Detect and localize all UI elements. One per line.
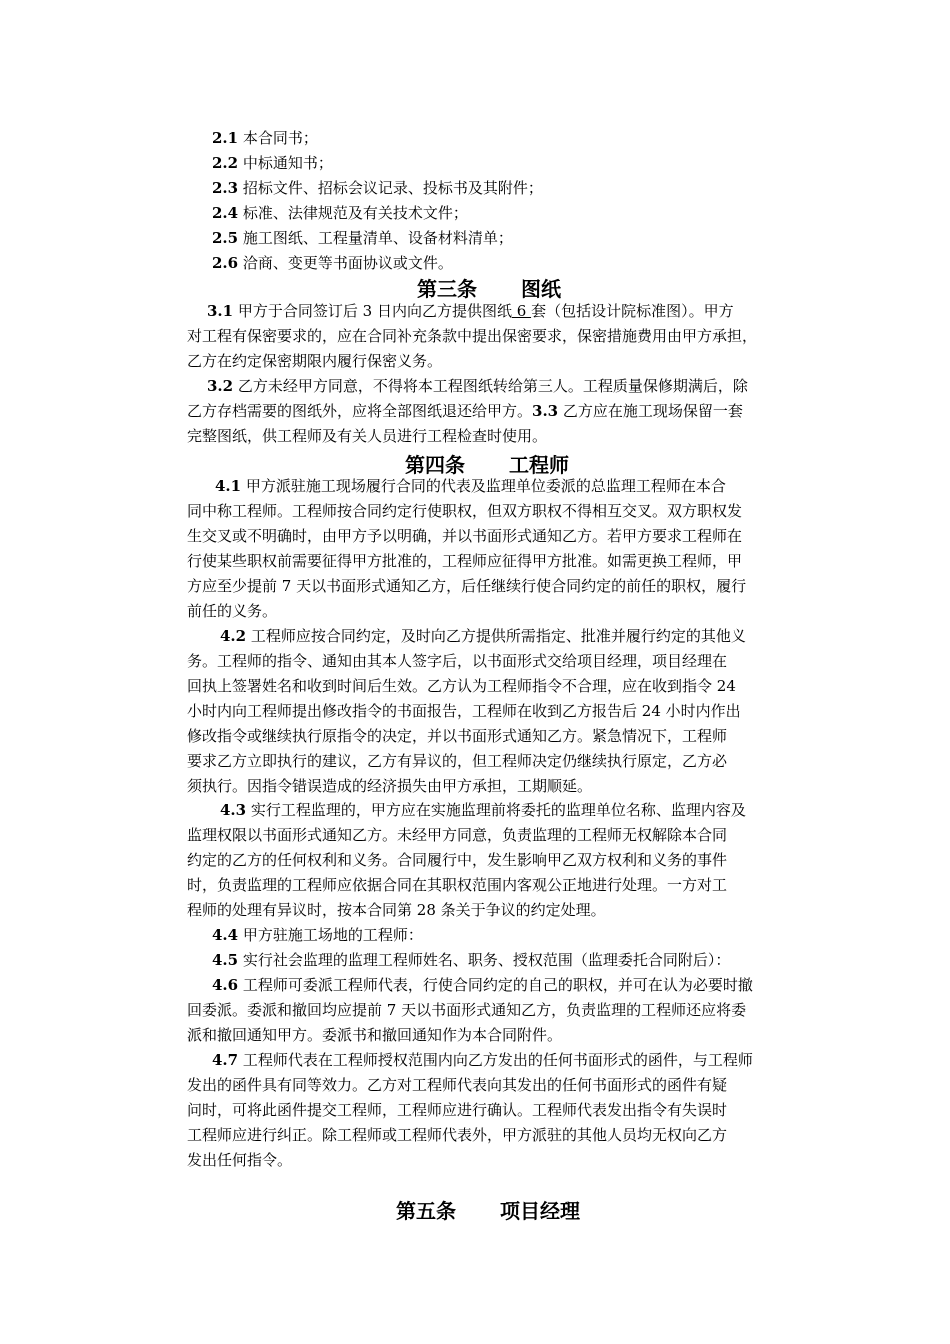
article-3-heading: 第三条 图纸	[417, 277, 561, 301]
list-item-2-4: 2.4 标准、法律规范及有关技术文件；	[212, 204, 468, 222]
paragraph-line: 小时内向工程师提出修改指令的书面报告，工程师在收到乙方报告后 24 小时内作出	[187, 702, 741, 720]
paragraph-line: 工程师应进行纠正。除工程师或工程师代表外，甲方派驻的其他人员均无权向乙方	[187, 1126, 728, 1144]
paragraph-line: 方应至少提前 7 天以书面形式通知乙方，后任继续行使合同约定的前任的职权，履行	[187, 577, 747, 595]
paragraph-line: 务。工程师的指令、通知由其本人签字后，以书面形式交给项目经理，项目经理在	[187, 652, 728, 670]
paragraph-line: 要求乙方立即执行的建议，乙方有异议的，但工程师决定仍继续执行原定，乙方必	[187, 752, 728, 770]
paragraph-line: 回委派。委派和撤回均应提前 7 天以书面形式通知乙方，负责监理的工程师还应将委	[187, 1001, 747, 1019]
paragraph-line: 行使某些职权前需要征得甲方批准的，工程师应征得甲方批准。如需更换工程师，甲	[187, 552, 743, 570]
paragraph-3-1: 3.1 甲方于合同签订后 3 日内向乙方提供图纸 6 套（包括设计院标准图）。甲方	[207, 302, 734, 320]
paragraph-line: 对工程有保密要求的，应在合同补充条款中提出保密要求，保密措施费用由甲方承担，	[187, 327, 758, 345]
list-item-2-3: 2.3 招标文件、招标会议记录、投标书及其附件；	[212, 179, 543, 197]
paragraph-4-3: 4.3 实行工程监理的，甲方应在实施监理前将委托的监理单位名称、监理内容及	[220, 801, 746, 819]
list-item-2-5: 2.5 施工图纸、工程量清单、设备材料清单；	[212, 229, 513, 247]
paragraph-line: 前任的义务。	[187, 602, 278, 620]
paragraph-4-4: 4.4 甲方驻施工场地的工程师：	[212, 926, 423, 944]
paragraph-line: 回执上签署姓名和收到时间后生效。乙方认为工程师指令不合理，应在收到指令 24	[187, 677, 736, 695]
drawing-set-count: 6	[511, 302, 532, 320]
paragraph-line: 问时，可将此函件提交工程师，工程师应进行确认。工程师代表发出指令有失误时	[187, 1101, 728, 1119]
paragraph-line: 监理权限以书面形式通知乙方。未经甲方同意，负责监理的工程师无权解除本合同	[187, 826, 728, 844]
paragraph-line: 须执行。因指令错误造成的经济损失由甲方承担，工期顺延。	[187, 777, 593, 795]
paragraph-3-2: 3.2 乙方未经甲方同意，不得将本工程图纸转给第三人。工程质量保修期满后，除	[207, 377, 748, 395]
list-item-2-6: 2.6 洽商、变更等书面协议或文件。	[212, 254, 453, 272]
paragraph-line: 发出的函件具有同等效力。乙方对工程师代表向其发出的任何书面形式的函件有疑	[187, 1076, 728, 1094]
paragraph-line: 完整图纸，供工程师及有关人员进行工程检查时使用。	[187, 427, 548, 445]
article-4-heading: 第四条 工程师	[405, 453, 569, 477]
paragraph-line: 乙方在约定保密期限内履行保密义务。	[187, 352, 443, 370]
paragraph-4-7: 4.7 工程师代表在工程师授权范围内向乙方发出的任何书面形式的函件，与工程师	[212, 1051, 753, 1069]
paragraph-line: 生交叉或不明确时，由甲方予以明确，并以书面形式通知乙方。若甲方要求工程师在	[187, 527, 743, 545]
paragraph-line: 派和撤回通知甲方。委派书和撤回通知作为本合同附件。	[187, 1026, 563, 1044]
paragraph-line: 程师的处理有异议时，按本合同第 28 条关于争议的约定处理。	[187, 901, 606, 919]
paragraph-4-1: 4.1 甲方派驻施工现场履行合同的代表及监理单位委派的总监理工程师在本合	[215, 477, 726, 495]
paragraph-line: 同中称工程师。工程师按合同约定行使职权，但双方职权不得相互交叉。双方职权发	[187, 502, 743, 520]
paragraph-line: 约定的乙方的任何权利和义务。合同履行中，发生影响甲乙双方权利和义务的事件	[187, 851, 728, 869]
list-item-2-2: 2.2 中标通知书；	[212, 154, 333, 172]
paragraph-4-2: 4.2 工程师应按合同约定，及时向乙方提供所需指定、批准并履行约定的其他义	[220, 627, 746, 645]
paragraph-line: 修改指令或继续执行原指令的决定，并以书面形式通知乙方。紧急情况下，工程师	[187, 727, 728, 745]
paragraph-3-3: 乙方存档需要的图纸外，应将全部图纸退还给甲方。3.3 乙方应在施工现场保留一套	[187, 402, 743, 420]
paragraph-4-6: 4.6 工程师可委派工程师代表，行使合同约定的自己的职权，并可在认为必要时撤	[212, 976, 753, 994]
paragraph-4-5: 4.5 实行社会监理的监理工程师姓名、职务、授权范围（监理委托合同附后）：	[212, 951, 731, 969]
paragraph-line: 时，负责监理的工程师应依据合同在其职权范围内客观公正地进行处理。一方对工	[187, 876, 728, 894]
article-5-heading: 第五条 项目经理	[396, 1199, 580, 1223]
list-item-2-1: 2.1 本合同书；	[212, 129, 318, 147]
paragraph-line: 发出任何指令。	[187, 1151, 293, 1169]
